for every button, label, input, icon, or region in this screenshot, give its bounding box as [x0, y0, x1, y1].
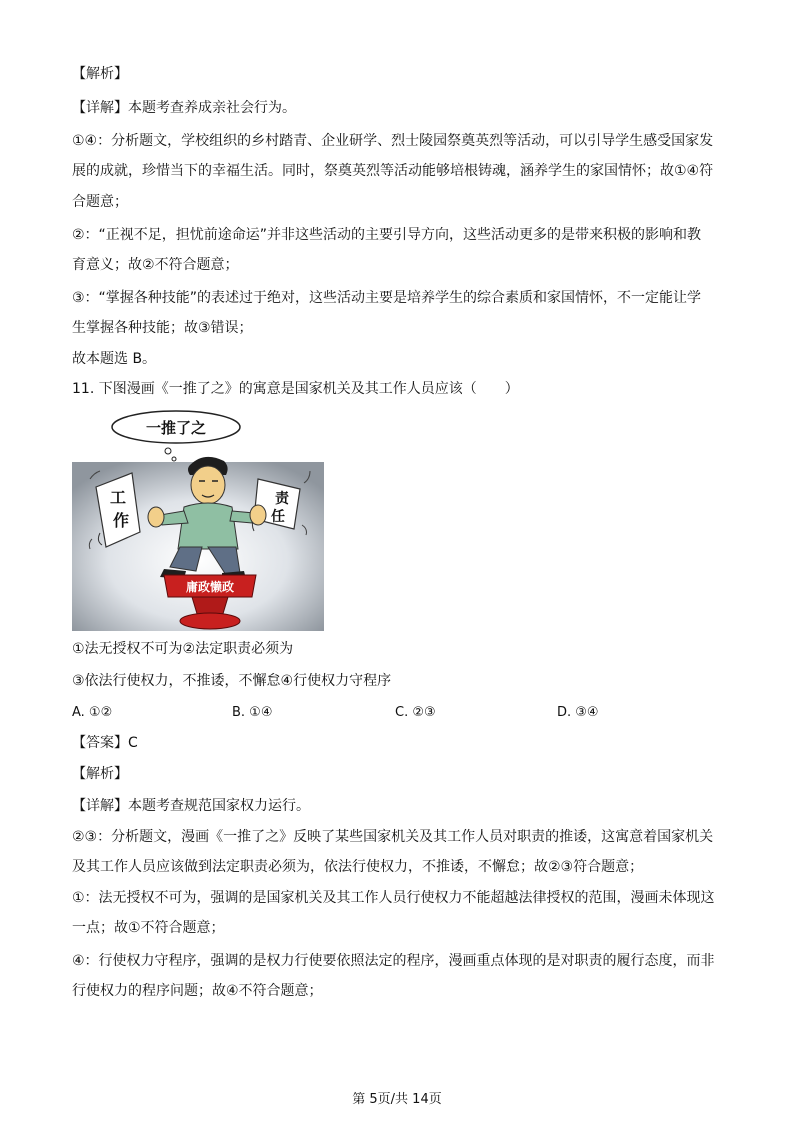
analysis-paragraph-line: 及其工作人员应该做到法定职责必须为，依法行使权力，不推诿，不懈怠；故②③符合题意； — [72, 859, 644, 875]
option-d: D. ③④ — [557, 705, 599, 720]
podium-sign-text: 庸政懒政 — [185, 580, 235, 594]
analysis-detail: 【详解】本题考查养成亲社会行为。 — [72, 100, 296, 116]
statement-line: ①法无授权不可为②法定职责必须为 — [72, 641, 294, 657]
analysis-paragraph-line: 一点；故①不符合题意； — [72, 920, 225, 936]
analysis-paragraph-line: ②③：分析题文，漫画《一推了之》反映了某些国家机关及其工作人员对职责的推诿，这寓意着国家机关 — [72, 829, 714, 845]
responsibility-paper-char: 责 — [275, 491, 289, 507]
option-a: A. ①② — [72, 705, 113, 720]
analysis-detail: 【详解】本题考查规范国家权力运行。 — [72, 798, 310, 814]
analysis-paragraph-line: ④：行使权力守程序，强调的是权力行使要依照法定的程序，漫画重点体现的是对职责的履行态度，而非 — [72, 953, 715, 969]
page-footer: 第 5页/共 14页 — [352, 1092, 442, 1107]
analysis-paragraph-line: 行使权力的程序问题；故④不符合题意； — [72, 983, 323, 999]
analysis-paragraph-line: 合题意； — [72, 194, 128, 210]
analysis-paragraph-line: 生掌握各种技能；故③错误； — [72, 320, 253, 336]
analysis-paragraph-line: 展的成就，珍惜当下的幸福生活。同时，祭奠英烈等活动能够培根铸魂，涵养学生的家国情怀；故①④符 — [72, 163, 714, 179]
analysis-heading: 【解析】 — [72, 66, 128, 82]
analysis-paragraph-line: 育意义；故②不符合题意； — [72, 257, 239, 273]
analysis-paragraph-line: ①：法无授权不可为，强调的是国家机关及其工作人员行使权力不能超越法律授权的范围，漫画未体现这 — [72, 890, 715, 906]
option-b: B. ①④ — [232, 705, 273, 720]
answer: 【答案】C — [72, 735, 138, 751]
analysis-paragraph-line: ①④：分析题文，学校组织的乡村踏青、企业研学、烈士陵园祭奠英烈等活动，可以引导学生感受国家发 — [72, 133, 714, 149]
work-paper-char: 作 — [112, 511, 130, 530]
responsibility-paper-char: 任 — [271, 509, 285, 525]
cartoon-illustration — [72, 407, 324, 631]
question-stem: 11. 下图漫画《一推了之》的寓意是国家机关及其工作人员应该（ ） — [72, 381, 519, 397]
analysis-heading: 【解析】 — [72, 766, 128, 782]
analysis-paragraph-line: ②：“正视不足，担忧前途命运”并非这些活动的主要引导方向，这些活动更多的是带来积极的影响和教 — [72, 227, 702, 243]
analysis-paragraph-line: ③：“掌握各种技能”的表述过于绝对，这些活动主要是培养学生的综合素质和家国情怀，不一定能让学 — [72, 290, 702, 306]
statement-line: ③依法行使权力，不推诿，不懈怠④行使权力守程序 — [72, 673, 392, 689]
bubble-text: 一推了之 — [145, 419, 207, 437]
conclusion: 故本题选 B。 — [72, 351, 157, 367]
podium-base — [180, 613, 240, 629]
option-c: C. ②③ — [395, 705, 436, 720]
work-paper-char: 工 — [109, 488, 127, 507]
